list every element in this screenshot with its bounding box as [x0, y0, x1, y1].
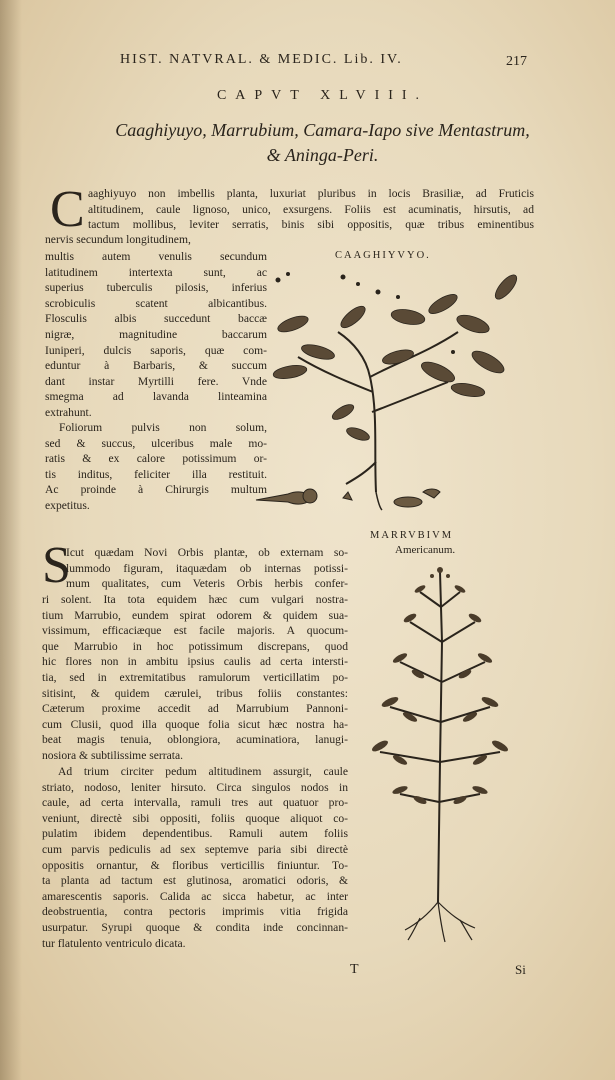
text-line: deobstruentia, contra pectoris imprimis vitia frigida [42, 905, 348, 919]
text-line: que Marrubio in hoc potissimum discrepans, quod [42, 639, 348, 653]
text-line: beat magis tenuia, oblongiora, acuminatiora, lanugi- [42, 733, 348, 747]
text-line: tur flatulento ventriculo dicata. [42, 936, 186, 950]
text-line: tia, sed in extremitatibus ramulorum verticillatim po- [42, 670, 348, 684]
text-line: superius tuberculis pilosis, inferius [45, 281, 267, 295]
figure2-caption: MARRVBIVM [370, 530, 454, 541]
section1-wide-text-2 [88, 217, 534, 233]
running-head: HIST. NATVRAL. & MEDIC. Lib. IV. [120, 52, 403, 67]
text-line: lummodo figuram, itaquædam ob internas potissi- [66, 561, 348, 575]
text-line: scrobiculis scatent albicantibus. [45, 296, 267, 310]
drop-cap-s: S [42, 537, 71, 594]
section2-paragraph-2 [42, 764, 348, 951]
text-line: striato, nodoso, leniter hirsuto. Circa singulos nodos in [42, 780, 348, 794]
text-line: expetitus. [45, 498, 90, 512]
figure2-subcaption: Americanum. [395, 544, 456, 556]
text-line: Ac proinde à Chirurgis multum [45, 483, 267, 497]
text-line: altitudinem, caule lignoso, unico, exsurgens. Foliis est acuminatis, hirsutis, ad [88, 202, 534, 216]
text-line: nosiora & subtilissime serrata. [42, 748, 184, 762]
text-line: nervis secundum longitudinem, [45, 233, 191, 246]
figure1-caption: CAAGHIYVYO. [335, 250, 431, 261]
text-line: Flosculis albis succedunt baccæ [45, 312, 267, 326]
text-line: ta planta ad tactum est glutinosa, aromatici odoris, & [42, 874, 348, 888]
section2-paragraph-1 [66, 545, 348, 592]
text-line: extrahunt. [45, 405, 92, 419]
text-line: amarescentis saporis. Calida ac sicca habetur, ac inter [42, 889, 348, 903]
text-line: cum parvis pediculis ad sex septemve paria sibi directè [42, 842, 348, 856]
text-line: Cæterum proxime accedit ad Marrubium Pannoni- [42, 702, 348, 716]
section1-narrow-column [45, 249, 267, 421]
signature-mark: T [350, 962, 359, 977]
text-line: dant instar Myrtilli fere. Vnde [45, 374, 267, 388]
text-line: oppositis ornantur, & floribus verticillis finiuntur. To- [42, 858, 348, 872]
text-line: mum qualitates, cum Veteris Orbis herbis confer- [66, 577, 348, 591]
text-line: Ad trium circiter pedum altitudinem assurgit, caule [58, 765, 348, 778]
caaghiyuyo-plant-illustration [248, 262, 538, 512]
text-line: veniunt, directè sibi oppositi, foliis quoque aliquot co- [42, 811, 348, 825]
page-number: 217 [506, 54, 527, 69]
section1-wide-text-3 [45, 232, 275, 248]
section1-paragraph-2 [45, 420, 267, 514]
text-line: nigræ, magnitudine baccarum [45, 327, 267, 341]
text-line: Icut quædam Novi Orbis plantæ, ob externam so- [66, 546, 348, 559]
text-line: sed & succus, ulceribus male mo- [45, 436, 267, 450]
text-line: pulatim ibidem dependentibus. Ramuli autem foliis [42, 827, 348, 841]
text-line: caule, ad certa intervalla, ramuli tres aut quatuor pro- [42, 796, 348, 810]
text-line: vissimum, efficaciæque est facile majoris. A quocum- [42, 624, 348, 638]
text-line: Iuniperi, dulcis saporis, quæ com- [45, 343, 267, 357]
text-line: hic flores non in ambitu ipsius caulis ad certa intersti- [42, 655, 348, 669]
catchword: Si [515, 962, 526, 977]
text-line: eduntur à Barbaris, & succum [45, 359, 267, 373]
text-line: multis autem venulis secundum [45, 250, 267, 263]
text-line: tactum mollibus, leviter serratis, binis sibi oppositis, quæ tribus eminentibus [88, 218, 534, 231]
text-line: latitudinem intertexta sunt, ac [45, 265, 267, 279]
drop-cap-c: C [50, 181, 85, 238]
text-line: smegma ad lavanda linteamina [45, 390, 267, 404]
text-line: usurpatur. Syrupi quoque & condita inde concinnan- [42, 920, 348, 934]
text-line: ratis & ex calore potissimum or- [45, 452, 267, 466]
chapter-heading: CAPVT XLVIII. [216, 88, 429, 103]
section2-paragraph-1-cont [42, 592, 348, 764]
text-line: cum Clusii, quod illa quoque folia sicut hæc nostra ha- [42, 717, 348, 731]
text-line: sitisint, & quidem cærulei, tribus foliis constantes: [42, 686, 348, 700]
text-line: ri solent. Ita tota equidem hæc cum vulgari nostra- [42, 593, 348, 606]
section1-wide-text [88, 186, 534, 217]
text-line: tium Marrubio, eundem spirat odorem & quidem sua- [42, 608, 348, 622]
chapter-title-line-1: Caaghiyuyo, Marrubium, Camara-Iapo sive Mentastrum, [115, 120, 530, 140]
text-line: tis inditus, feliciter illa restituit. [45, 467, 267, 481]
marrubium-plant-illustration [360, 562, 520, 947]
text-line: Foliorum pulvis non solum, [59, 421, 267, 434]
text-line: aaghiyuyo non imbellis planta, luxuriat pluribus in locis Brasiliæ, ad Fruticis [88, 187, 534, 200]
chapter-title-line-2: & Aninga-Peri. [266, 145, 379, 165]
